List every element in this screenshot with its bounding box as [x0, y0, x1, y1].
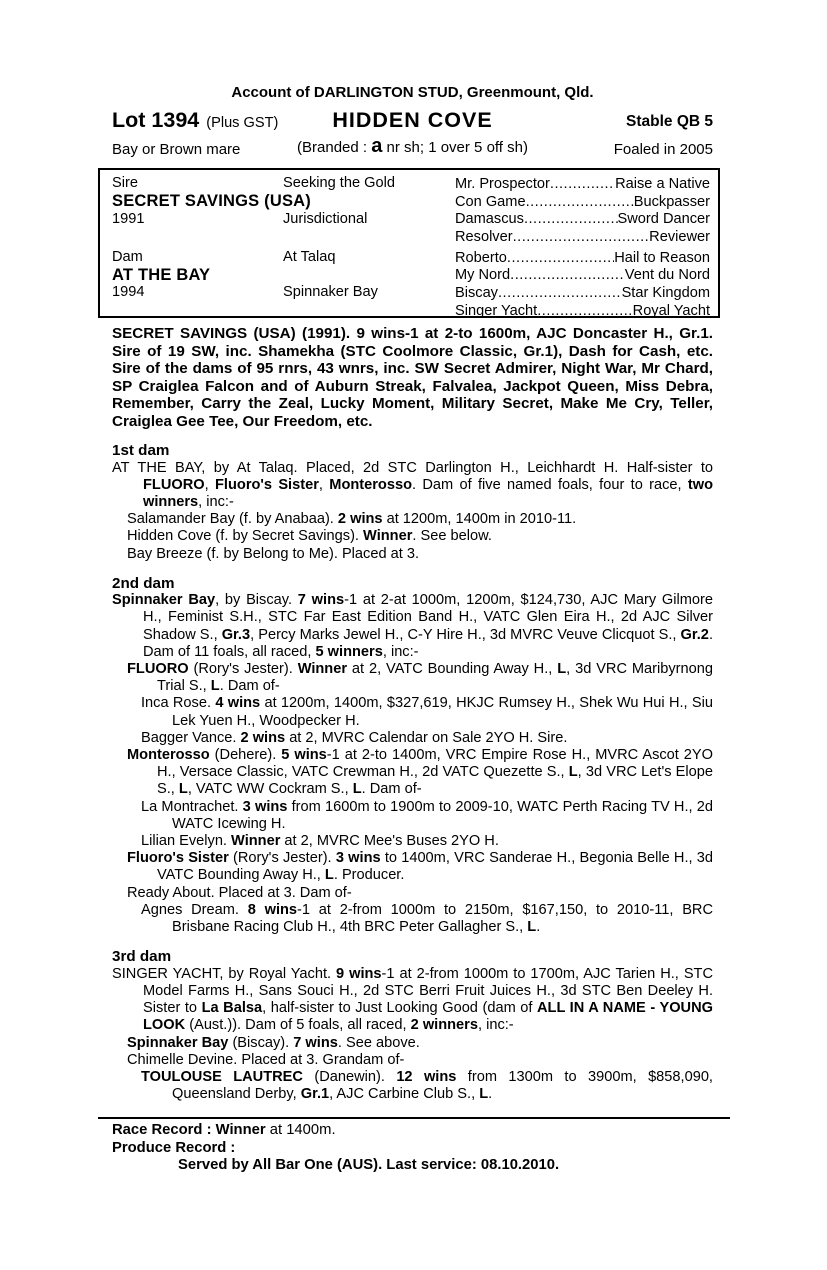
pedigree-grandparent-row: [455, 285, 710, 301]
foaled-year: Foaled in 2005: [613, 141, 713, 158]
entry-lilian-evelyn: [112, 833, 713, 850]
account-line: Account of DARLINGTON STUD, Greenmount, Qld.: [231, 84, 594, 101]
gst-note: (Plus GST): [206, 115, 279, 131]
entry-la-montrachet: [112, 799, 713, 833]
description-row: [112, 137, 713, 160]
entry-spinnaker-bay-2: [112, 1035, 713, 1052]
stable-location: Stable QB 5: [626, 113, 713, 130]
brand-suffix: nr sh; 1 over 5 off sh): [382, 139, 528, 156]
plain-text: . See below.: [412, 528, 492, 545]
plain-text: , inc:-: [382, 643, 419, 660]
pedigree-ancestor-name: Sword Dancer: [617, 211, 710, 228]
plain-text: Bagger Vance.: [141, 729, 241, 746]
pedigree-role-label: Sire: [112, 175, 138, 192]
pedigree-ancestor-name: Mr. Prospector: [455, 175, 550, 192]
pedigree-year: 1994: [112, 284, 145, 301]
bold-text: L: [557, 661, 567, 678]
bold-text: Monterosso: [127, 747, 210, 764]
bold-text: L: [479, 1086, 489, 1103]
section-heading: 3rd dam: [112, 948, 172, 966]
plain-text: . Dam of-: [361, 781, 422, 798]
dam-entry-singer-yacht: [112, 966, 713, 1035]
bold-text: FLUORO: [143, 476, 205, 493]
pedigree-table: [98, 168, 720, 318]
plain-text: (Danewin).: [302, 1069, 397, 1085]
plain-text: Agnes Dream.: [141, 901, 248, 918]
bold-text: La Balsa: [201, 1000, 263, 1017]
entry-fluoro: [112, 661, 713, 695]
pedigree-horse-name: AT THE BAY: [112, 265, 211, 284]
dotted-leader: [498, 285, 622, 301]
bold-text: L: [568, 764, 578, 781]
pedigree-parent-name: Spinnaker Bay: [283, 284, 378, 301]
pedigree-grandparent-row: [455, 303, 710, 319]
plain-text: at 2, MVRC Mee's Buses 2YO H.: [280, 833, 499, 850]
plain-text: . Dam of-: [219, 678, 280, 695]
entry-ready-about: [112, 885, 713, 902]
plain-text: . Producer.: [333, 867, 405, 884]
plain-text: from 1600m to 1900m to 2009-10, WATC Perth Racing TV H., 2d WATC Icewing H.: [172, 798, 713, 832]
plain-text: , VATC WW Cockram S.,: [187, 781, 353, 798]
pedigree-grandparent-row: [455, 267, 710, 283]
entry-monterosso: [112, 747, 713, 799]
pedigree-grandparent-row: [455, 176, 710, 192]
footer: [112, 1122, 713, 1174]
plain-text: , half-sister to Just Looking Good (dam of: [262, 1000, 537, 1017]
pedigree-ancestor-name: Raise a Native: [615, 175, 710, 192]
bold-text: Fluoro's Sister: [215, 476, 319, 493]
pedigree-grandparent-row: [455, 229, 710, 245]
dotted-leader: [537, 303, 632, 319]
plain-text: (Rory's Jester).: [228, 850, 336, 867]
plain-text: , 3d VRC Let's Elope S.,: [157, 764, 713, 798]
pedigree-ancestor-name: Con Game: [455, 193, 526, 210]
bold-text: L: [178, 781, 188, 798]
lot-group: [112, 108, 278, 133]
bold-text: Winner: [363, 528, 413, 545]
pedigree-ancestor-name: Biscay: [455, 284, 498, 301]
entry-toulouse-lautrec: [112, 1069, 713, 1103]
pedigree-half: [112, 249, 710, 320]
footer-divider: [98, 1117, 730, 1119]
plain-text: .: [488, 1086, 493, 1103]
bold-text: Served by All Bar One (AUS). Last service: 08.10.2010.: [178, 1157, 560, 1173]
plain-text: AT THE BAY, by At Talaq. Placed, 2d STC Darlington H., Leichhardt H. Half-sister to: [112, 459, 713, 476]
bold-text: 2 winners: [410, 1017, 478, 1034]
foal-salamander-bay: [112, 511, 713, 528]
plain-text: , AJC Carbine Club S.,: [329, 1086, 480, 1103]
section-heading: 1st dam: [112, 442, 170, 459]
brand-info: [297, 135, 528, 158]
pedigree-grandparent-row: [455, 194, 710, 210]
pedigree-ancestor-name: Royal Yacht: [632, 302, 710, 319]
bold-text: two winners: [143, 476, 714, 510]
pedigree-ancestor-name: Damascus: [455, 211, 524, 228]
bold-text: Gr.2: [680, 626, 709, 643]
plain-text: Bay Breeze (f. by Belong to Me). Placed at 3.: [127, 545, 420, 562]
pedigree-ancestor-name: Hail to Reason: [614, 249, 710, 266]
pedigree-horse-name: SECRET SAVINGS (USA): [112, 192, 311, 211]
plain-text: Hidden Cove (f. by Secret Savings).: [127, 528, 364, 545]
race-record: [112, 1122, 713, 1139]
plain-text: , inc:-: [477, 1017, 514, 1034]
dotted-leader: [507, 250, 614, 266]
bold-text: Winner: [297, 661, 348, 678]
plain-text: Ready About. Placed at 3. Dam of-: [127, 884, 352, 901]
plain-text: to 1400m, VRC Sanderae H., Begonia Belle H., 3d VATC Bounding Away H.,: [157, 850, 714, 884]
brand-glyph: a: [371, 135, 383, 157]
bold-text: Gr.3: [221, 626, 251, 643]
pedigree-ancestor-name: Singer Yacht: [455, 302, 538, 319]
pedigree-role-label: Dam: [112, 249, 143, 266]
plain-text: ,: [318, 476, 330, 493]
brand-prefix: (Branded :: [297, 139, 372, 156]
bold-text: L: [324, 867, 334, 884]
pedigree-half: [112, 175, 710, 246]
pedigree-parent-name: At Talaq: [283, 249, 336, 266]
dam-entry-at-the-bay: [112, 460, 713, 512]
plain-text: La Montrachet.: [141, 798, 243, 815]
bold-text: TOULOUSE LAUTREC: [141, 1069, 303, 1085]
plain-text: at 2, VATC Bounding Away H.,: [347, 661, 558, 678]
lot-number: Lot 1394: [112, 108, 200, 132]
bold-text: 7 wins: [293, 1034, 338, 1051]
bold-text: ALL IN A NAME - YOUNG LOOK: [143, 1000, 713, 1034]
pedigree-ancestor-name: Roberto: [455, 249, 507, 266]
bold-text: FLUORO: [127, 661, 189, 678]
service-note: [112, 1157, 713, 1174]
bold-text: L: [352, 781, 362, 798]
plain-text: , inc:-: [198, 493, 234, 510]
bold-text: 2 wins: [240, 729, 286, 746]
foal-hidden-cove: [112, 528, 713, 545]
color-sex: Bay or Brown mare: [112, 141, 241, 158]
pedigree-ancestor-name: Star Kingdom: [621, 284, 710, 301]
entry-inca-rose: [112, 695, 713, 729]
dotted-leader: [524, 211, 618, 227]
plain-text: Lilian Evelyn.: [141, 833, 232, 850]
dam-sections: [112, 442, 713, 1103]
plain-text: -1 at 2-to 1400m, VRC Empire Rose H., MVRC Ascot 2YO H., Versace Classic, VATC Crewman H., 2d VATC Quezette S.,: [157, 747, 714, 781]
pedigree-parent-name: Jurisdictional: [283, 210, 368, 227]
pedigree-ancestor-name: Vent du Nord: [624, 267, 710, 284]
plain-text: . Dam of 11 foals, all raced,: [143, 626, 713, 660]
plain-text: at 1200m, 1400m, $327,619, HKJC Rumsey H., Shek Wu Hui H., Siu Lek Yuen H., Woodpecker H.: [172, 695, 713, 729]
foal-bay-breeze: [112, 546, 713, 563]
bold-text: 9 wins: [336, 965, 382, 982]
plain-text: at 2, MVRC Calendar on Sale 2YO H. Sire.: [285, 729, 568, 746]
entry-bagger-vance: [112, 730, 713, 747]
plain-text: . Dam of five named foals, four to race,: [411, 476, 688, 493]
section-heading: 2nd dam: [112, 574, 175, 592]
pedigree-ancestor-name: My Nord: [455, 267, 511, 284]
dotted-leader: [513, 229, 650, 245]
entry-chimelle-devine: [112, 1052, 713, 1069]
bold-text: L: [210, 678, 220, 695]
entry-agnes-dream: [112, 902, 713, 936]
bold-text: 5 winners: [315, 643, 383, 660]
lot-header: [112, 107, 713, 134]
pedigree-grandparent-row: [455, 211, 710, 227]
bold-text: Race Record : Winner: [112, 1122, 266, 1139]
plain-text: ,: [204, 476, 216, 493]
bold-text: 12 wins: [396, 1069, 457, 1085]
plain-text: .: [536, 919, 541, 936]
bold-text: 2 wins: [337, 511, 383, 528]
plain-text: from 1300m to 3900m, $858,090, Queensland Derby,: [172, 1069, 713, 1103]
bold-text: 3 wins: [335, 850, 381, 867]
pedigree-grandparent-row: [455, 250, 710, 266]
bold-text: Winner: [231, 833, 281, 850]
plain-text: SINGER YACHT, by Royal Yacht.: [112, 965, 337, 982]
pedigree-parent-name: Seeking the Gold: [283, 175, 395, 192]
plain-text: (Biscay).: [228, 1034, 294, 1051]
bold-text: Spinnaker Bay: [112, 592, 216, 609]
bold-text: 5 wins: [281, 747, 327, 764]
plain-text: . See above.: [337, 1034, 420, 1051]
bold-text: 8 wins: [247, 901, 298, 918]
produce-record: [112, 1140, 713, 1157]
bold-text: Monterosso: [329, 476, 412, 493]
horse-name: HIDDEN COVE: [332, 108, 493, 132]
dotted-leader: [526, 194, 634, 210]
pedigree-ancestor-name: Reviewer: [649, 228, 710, 245]
dotted-leader: [510, 267, 625, 283]
plain-text: Salamander Bay (f. by Anabaa).: [127, 511, 338, 528]
plain-text: Inca Rose.: [141, 695, 216, 712]
plain-text: -1 at 2-from 1000m to 1700m, AJC Tarien H., STC Model Farms H., Sans Souci H., 2d STC Berri Fruit Juices H., 3d STC Ben Deeley H. Sister to: [143, 965, 714, 1017]
plain-text: Chimelle Devine. Placed at 3. Grandam of-: [127, 1051, 405, 1068]
bold-text: Produce Record :: [112, 1139, 236, 1156]
bold-text: Fluoro's Sister: [127, 850, 229, 867]
plain-text: -1 at 2-from 1000m to 2150m, $167,150, to 2010-11, BRC Brisbane Racing Club H., 4th BRC Peter Gallagher S.,: [172, 901, 714, 936]
plain-text: at 1200m, 1400m in 2010-11.: [382, 511, 577, 528]
plain-text: , by Biscay.: [215, 592, 298, 609]
bold-text: Gr.1: [300, 1086, 330, 1103]
plain-text: , Percy Marks Jewel H., C-Y Hire H., 3d MVRC Veuve Clicquot S.,: [250, 626, 681, 643]
entry-fluoros-sister: [112, 850, 713, 884]
plain-text: at 1400m.: [265, 1122, 336, 1139]
pedigree-year: 1991: [112, 210, 145, 227]
pedigree-ancestor-name: Buckpasser: [633, 193, 710, 210]
bold-text: 3 wins: [242, 798, 288, 815]
plain-text: (Rory's Jester).: [188, 661, 298, 678]
bold-text: 4 wins: [215, 695, 261, 712]
sire-summary: SECRET SAVINGS (USA) (1991). 9 wins-1 at 2-to 1600m, AJC Doncaster H., Gr.1. Sire of 19 SW, inc. Shamekha (STC Coolmore Classic, Gr.1), Dash for Cash, etc. Sire of the dams of 95 rnrs, 43 wnrs, inc. SW Secret Admirer, Night War, Mr Chard, SP Craiglea Falcon and of Auburn Streak, Falvalea, Jackpot Queen, Miss Debra, Remember, Carry the Zeal, Lucky Moment, Military Secret, Make Me Cry, Teller, Craiglea Gee Tee, Our Freedom, etc.: [112, 325, 713, 430]
plain-text: (Dehere).: [209, 747, 282, 764]
bold-text: Spinnaker Bay: [127, 1034, 229, 1051]
plain-text: -1 at 2-at 1000m, 1200m, $124,730, AJC Mary Gilmore H., Feminist S.H., STC Far East Edition Band H., VATC Glen Eira H., 2d AJC Silver Shadow S.,: [143, 592, 714, 643]
dotted-leader: [550, 176, 615, 192]
plain-text: (Aust.)). Dam of 5 foals, all raced,: [185, 1017, 411, 1034]
pedigree-ancestor-name: Resolver: [455, 228, 513, 245]
bold-text: L: [527, 919, 537, 936]
bold-text: 7 wins: [297, 592, 345, 609]
dam-entry-spinnaker-bay: [112, 592, 713, 661]
plain-text: , 3d VRC Maribyrnong Trial S.,: [157, 661, 713, 695]
